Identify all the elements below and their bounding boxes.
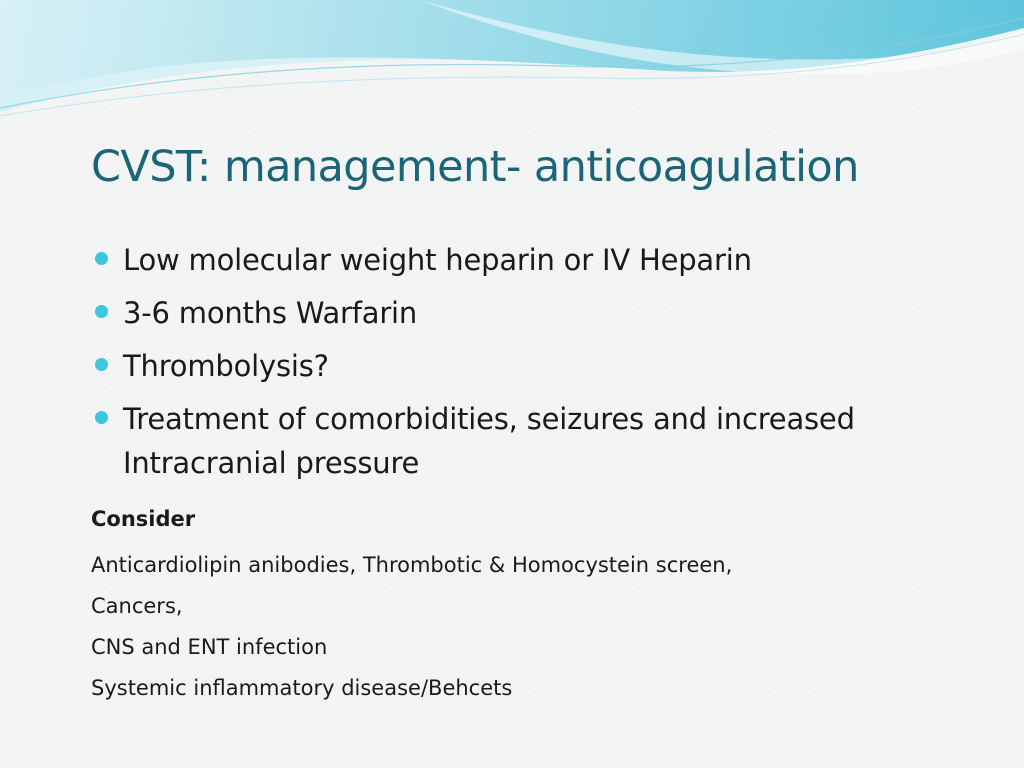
bullet-text: Low molecular weight heparin or IV Heparin: [123, 243, 752, 277]
wave-main: [0, 0, 1024, 100]
bullet-item: [93, 397, 973, 485]
bullet-dot-icon: [95, 252, 108, 265]
consider-line: Anticardiolipin anibodies, Thrombotic & Homocystein screen,: [91, 553, 733, 577]
bullet-item: [93, 238, 973, 282]
bullet-item: [93, 344, 973, 388]
consider-line: CNS and ENT infection: [91, 635, 328, 659]
bullet-text: 3-6 months Warfarin: [123, 296, 418, 330]
bullet-text: Thrombolysis?: [123, 349, 329, 383]
bullet-dot-icon: [95, 358, 108, 371]
bullet-text: Treatment of comorbidities, seizures and increased Intracranial pressure: [123, 402, 855, 480]
bullet-list: [93, 238, 973, 494]
bullet-dot-icon: [95, 305, 108, 318]
consider-line: Cancers,: [91, 594, 183, 618]
bullet-item: [93, 291, 973, 335]
header-wave-decoration: [0, 0, 1024, 130]
bullet-dot-icon: [95, 411, 108, 424]
slide-title: CVST: management- anticoagulation: [91, 142, 859, 192]
consider-section: [91, 503, 971, 709]
consider-heading: Consider: [91, 507, 196, 531]
consider-line: Systemic inflammatory disease/Behcets: [91, 676, 513, 700]
